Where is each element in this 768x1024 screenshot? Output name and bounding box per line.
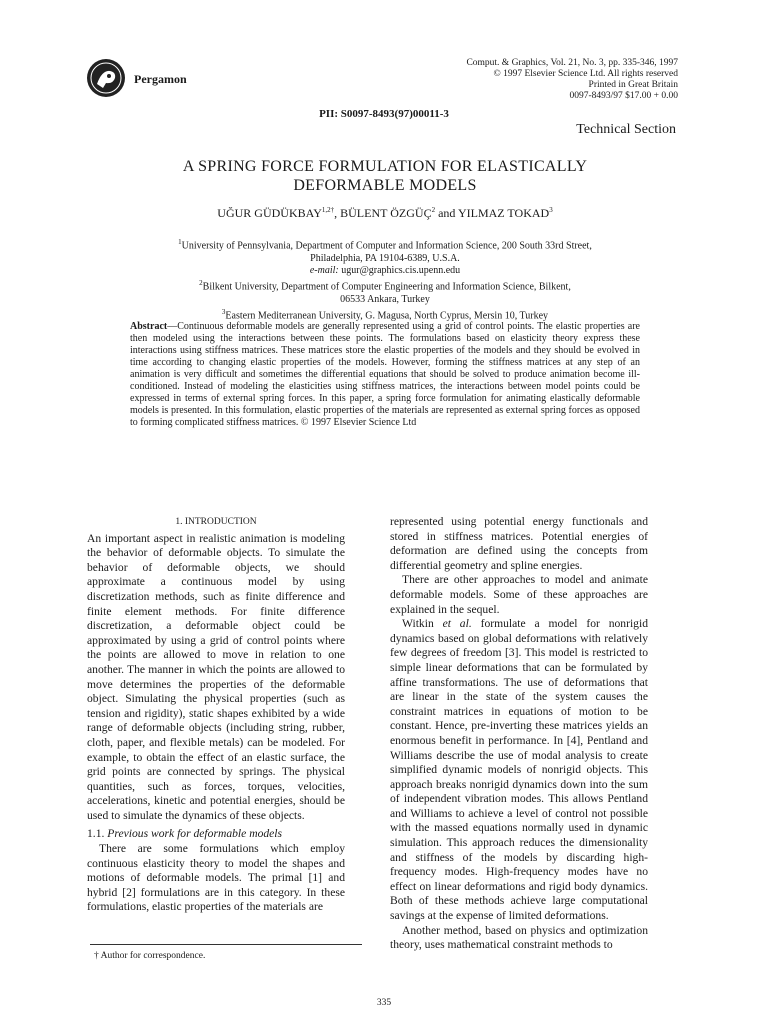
author-separator: , <box>334 206 341 220</box>
author-affiliation-mark: 2 <box>431 206 436 214</box>
body-column-left <box>87 515 345 915</box>
author-separator: and <box>435 206 458 220</box>
pergamon-logo-icon <box>86 58 126 98</box>
email-line <box>90 265 680 277</box>
journal-line: 0097-8493/97 $17.00 + 0.00 <box>569 91 678 101</box>
affiliations <box>90 236 680 323</box>
abstract-label: Abstract <box>130 321 168 332</box>
citation-etal: et al. <box>442 617 472 631</box>
journal-line: © 1997 Elsevier Science Ltd. All rights reserved <box>493 69 678 79</box>
affiliation-mark: 1 <box>178 238 182 246</box>
body-paragraph: Another method, based on physics and optimization theory, uses mathematical constraint methods to <box>390 923 648 952</box>
body-paragraph: There are some formulations which employ continuous elasticity theory to model the shapes and motions of deformable models. The primal [1] and hybrid [2] formulations are in this category. In these formulations, elastic properties of the materials are <box>87 842 345 914</box>
text-run: Witkin <box>402 617 443 631</box>
author-affiliation-mark: 3 <box>549 206 553 214</box>
footnote-divider <box>90 944 362 945</box>
author-list <box>90 206 680 221</box>
title-line: DEFORMABLE MODELS <box>293 177 477 194</box>
footnote: † Author for correspondence. <box>94 951 206 961</box>
affiliation-text: Eastern Mediterranean University, G. Magusa, North Cyprus, Mersin 10, Turkey <box>225 310 549 322</box>
body-paragraph: There are other approaches to model and animate deformable models. Some of these approaches are explained in the sequel. <box>390 573 648 616</box>
body-column-right <box>390 515 648 953</box>
journal-line: Printed in Great Britain <box>588 80 678 90</box>
section-label: Technical Section <box>576 122 676 137</box>
text-run: formulate a model for nonrigid dynamics based on global deformations with relatively few degrees of freedom [3]. This model is restricted to simple linear deformations that can be formulated by affine transformations. The use of deformations that are linear in the state of the system causes the constraint matrices in equations of motion to be constant. Hence, pre-inverting these matrices yields an enormous benefit in performance. In [4], Pentland and Williams describe the use of modal analysis to create simplified dynamic models of nonrigid objects. This approach breaks nonrigid dynamics down into the sum of independent vibration modes. This allows Pentland and Williams to achieve a level of control not possible with the massed equations normally used in dynamic simulation. This approach reduces the dimensionality and stiffness of the models by discarding high-frequency modes. High-frequency modes have no effect on linear deformations and rigid body dynamics. Both of these methods achieve large computational savings at the expense of limited deformations. <box>390 617 648 923</box>
affiliation-2 <box>90 277 680 294</box>
affiliation-mark: 3 <box>221 308 226 317</box>
journal-citation <box>358 58 678 102</box>
body-paragraph <box>390 617 648 923</box>
author-name: YILMAZ TOKAD <box>457 206 550 220</box>
body-paragraph: represented using potential energy functionals and stored in stiffness matrices. Potential energies of deformation are defined using the concepts from differential geometry and spline energies. <box>390 515 648 572</box>
abstract <box>130 321 640 429</box>
affiliation-2-cont: 06533 Ankara, Turkey <box>340 293 430 305</box>
subsection-heading <box>87 827 345 842</box>
affiliation-text: Bilkent University, Department of Computer Engineering and Information Science, Bilkent, <box>202 281 571 293</box>
author-name: UĞUR GÜDÜKBAY <box>217 206 322 220</box>
body-paragraph: An important aspect in realistic animation is modeling the behavior of deformable objects. To simulate the behavior of deformable objects, we should approximate a continuous model by using discretization methods, such as finite difference and finite element methods. For finite difference discretization, a deformable object could be approximated by using a grid of control points where the points are allowed to move in relation to one another. The manner in which the points are allowed to move determines the properties of the deformable object. Simulating the physical properties (such as tension and rigidity), static shapes exhibited by a wide range of deformable objects (including string, rubber, cloth, paper, and flexible metals) can be modeled. For example, to obtain the effect of an elastic surface, the grid points are connected by springs. The physical quantities, such as forces, torques, velocities, accelerations, kinetic and potential energies, should be used to simulate the dynamics of these objects. <box>87 531 345 822</box>
page-number: 335 <box>376 998 392 1008</box>
pii-identifier: PII: S0097-8493(97)00011-3 <box>319 108 449 120</box>
subsection-title: Previous work for deformable models <box>107 827 283 841</box>
affiliation-text: University of Pennsylvania, Department of Computer and Information Science, 200 South 33rd Street, <box>181 240 592 252</box>
email-address: ugur@graphics.cis.upenn.edu <box>338 264 461 276</box>
journal-line: Comput. & Graphics, Vol. 21, No. 3, pp. 335-346, 1997 <box>466 58 678 68</box>
paper-title <box>90 157 680 195</box>
section-heading: 1. INTRODUCTION <box>175 517 257 527</box>
affiliation-1-cont: Philadelphia, PA 19104-6389, U.S.A. <box>310 252 460 264</box>
title-line: A SPRING FORCE FORMULATION FOR ELASTICALLY <box>182 158 588 175</box>
affiliation-1 <box>90 236 680 253</box>
abstract-text: —Continuous deformable models are generally represented using a grid of control points. The elastic properties are then modeled using the interactions between these points. The formulations based on elasticity theory express these interactions using stiffness matrices. These matrices store the elastic properties of the models and they should be evolved in time according to changing elastic properties of the models. However, forming the stiffness matrices at any step of an animation is very difficult and sometimes the differential equations that should be solved to produce animation become ill-conditioned. Instead of modeling the elasticities using stiffness matrices, the interactions between model points could be expressed in terms of external spring forces. In this paper, a spring force formulation for animating elastically deformable models is presented. In this formulation, elastic properties of the materials are represented as external spring forces as opposed to forming complicated stiffness matrices. © 1997 Elsevier Science Ltd <box>130 321 640 428</box>
publisher-name: Pergamon <box>134 72 187 86</box>
subsection-number: 1.1. <box>87 827 108 841</box>
author-name: BÜLENT ÖZGÜÇ <box>340 206 432 220</box>
author-affiliation-mark: 1,2† <box>321 206 335 214</box>
affiliation-mark: 2 <box>199 279 203 288</box>
email-label: e-mail: <box>309 264 339 276</box>
